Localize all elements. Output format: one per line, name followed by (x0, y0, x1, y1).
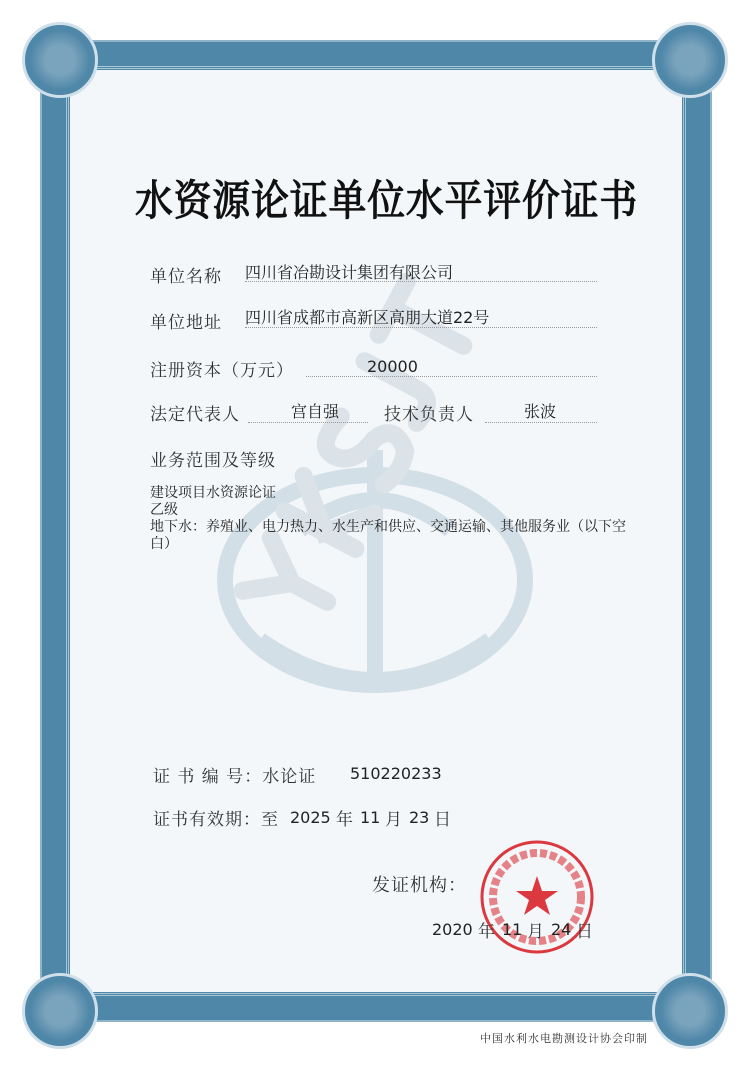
legal-rep-value: 宫自强 (291, 402, 340, 421)
address-label: 单位地址 (150, 313, 222, 333)
underline (485, 422, 597, 423)
scope-line: 地下水：养殖业、电力热力、水生产和供应、交通运输、其他服务业（以下空 (150, 519, 626, 535)
scope-grade: 乙级 (150, 502, 178, 518)
capital-label: 注册资本（万元） (150, 361, 294, 381)
capital-value: 20000 (367, 357, 418, 376)
tech-lead-label: 技术负责人 (384, 405, 474, 425)
underline (248, 422, 368, 423)
watermark-lettering (243, 282, 479, 629)
issuer-label: 发证机构： (372, 875, 467, 896)
printer-footer: 中国水利水电勘测设计协会印制 (480, 1032, 648, 1045)
month-unit: 月 (385, 810, 403, 830)
underline (306, 376, 597, 377)
validity-label: 证书有效期：至 (153, 810, 279, 830)
valid-day: 23 (409, 808, 430, 827)
issue-day-unit: 日 (576, 922, 594, 942)
year-unit: 年 (336, 810, 354, 830)
cert-number-label: 证 书 编 号：水论证 (153, 767, 317, 787)
tech-lead-value: 张波 (524, 402, 557, 421)
legal-rep-label: 法定代表人 (150, 405, 240, 425)
issue-month-unit: 月 (527, 922, 545, 942)
cert-number-value: 510220233 (350, 764, 442, 783)
certificate-title: 水资源论证单位水平评价证书 (135, 176, 639, 225)
underline (245, 281, 597, 282)
valid-month: 11 (360, 808, 381, 827)
scope-line: 白） (150, 536, 178, 552)
issue-year: 2020 (432, 920, 473, 939)
address-value: 四川省成都市高新区高朋大道22号 (245, 308, 490, 327)
scope-line: 建设项目水资源论证 (150, 485, 276, 501)
day-unit: 日 (434, 810, 452, 830)
unit-name-value: 四川省冶勘设计集团有限公司 (245, 263, 454, 282)
issue-day: 24 (551, 920, 572, 939)
valid-year: 2025 (290, 808, 331, 827)
issue-month: 11 (502, 920, 523, 939)
issue-year-unit: 年 (478, 922, 496, 942)
star-icon (516, 876, 558, 915)
scope-label: 业务范围及等级 (150, 451, 276, 471)
underline (245, 327, 597, 328)
unit-name-label: 单位名称 (150, 267, 222, 287)
